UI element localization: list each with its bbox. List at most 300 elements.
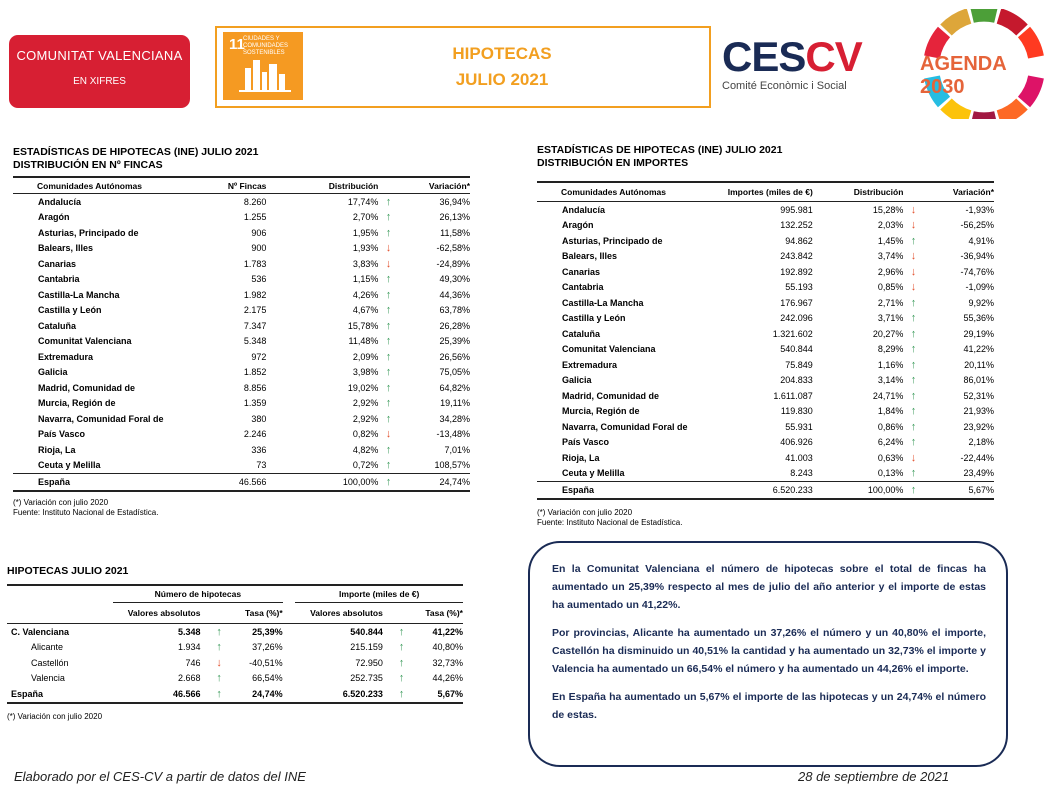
arrow-cell <box>903 311 923 327</box>
distribution-cell: 3,14% <box>877 375 904 386</box>
arrow-cell <box>378 380 398 396</box>
arrow-cell <box>378 396 398 412</box>
distribution-cell: 2,92% <box>352 398 379 409</box>
rate-cell: -40,51% <box>249 657 283 668</box>
arrow-up-icon: ↑ <box>385 335 392 348</box>
col-header: Variación* <box>428 180 470 191</box>
arrow-cell <box>208 640 229 656</box>
arrow-up-icon: ↑ <box>398 672 405 685</box>
arrow-up-icon: ↑ <box>910 405 917 418</box>
ods-11-logo <box>223 32 303 100</box>
table-row <box>13 318 470 334</box>
value-cell: 242.096 <box>780 313 813 324</box>
arrow-up-icon: ↑ <box>385 304 392 317</box>
distribution-cell: 3,74% <box>877 251 904 262</box>
distribution-cell: 100,00% <box>342 476 379 487</box>
sub-header: Valores absolutos <box>310 608 383 618</box>
table2-title1: ESTADÍSTICAS DE HIPOTECAS (INE) JULIO 2021 <box>537 144 783 156</box>
arrow-cell <box>903 388 923 404</box>
arrow-cell <box>378 272 398 288</box>
variation-cell: 34,28% <box>439 413 470 424</box>
sub-header: Tasa (%)* <box>245 608 283 618</box>
variation-cell: 7,01% <box>444 444 470 455</box>
variation-cell: 26,13% <box>439 212 470 223</box>
variation-cell: 19,11% <box>440 398 470 409</box>
distribution-cell: 4,26% <box>352 289 379 300</box>
table-row <box>537 249 994 265</box>
table-row <box>537 233 994 249</box>
arrow-up-icon: ↑ <box>910 358 917 371</box>
region-name: Cantabria <box>562 282 604 293</box>
value-cell: 252.735 <box>350 673 383 684</box>
distribution-cell: 20,27% <box>872 328 904 339</box>
variation-cell: 29,19% <box>963 328 994 339</box>
variation-cell: 25,39% <box>439 336 470 347</box>
region-name: Castilla-La Mancha <box>562 297 644 308</box>
variation-cell: 20,11% <box>964 359 994 370</box>
value-cell: 6.520.233 <box>342 688 383 699</box>
table-row <box>537 202 994 218</box>
spacer-cell <box>283 686 296 703</box>
table-row <box>7 640 463 656</box>
region-name: Asturias, Principado de <box>38 227 139 238</box>
arrow-cell <box>208 655 229 671</box>
distribution-cell: 2,92% <box>352 413 379 424</box>
value-cell: 73 <box>256 460 267 471</box>
table1-title1: ESTADÍSTICAS DE HIPOTECAS (INE) JULIO 2021 <box>13 146 259 158</box>
arrow-cell <box>378 194 398 210</box>
table-row <box>7 686 463 703</box>
table-row <box>13 272 470 288</box>
arrow-cell <box>378 474 398 491</box>
arrow-cell <box>378 318 398 334</box>
arrow-cell <box>208 671 229 687</box>
distribution-cell: 0,63% <box>877 452 904 463</box>
page-title-line2: JULIO 2021 <box>455 70 549 89</box>
table1-title2: DISTRIBUCIÓN EN Nº FINCAS <box>13 159 163 171</box>
variation-cell: 44,36% <box>439 289 470 300</box>
spacer-cell <box>283 655 296 671</box>
table-row <box>7 655 463 671</box>
arrow-cell <box>903 419 923 435</box>
arrow-up-icon: ↑ <box>385 397 392 410</box>
table-row <box>7 624 463 640</box>
region-name: Andalucía <box>562 204 606 215</box>
distribution-cell: 3,83% <box>352 258 379 269</box>
arrow-up-icon: ↑ <box>910 327 917 340</box>
rate-cell: 40,80% <box>432 642 463 653</box>
variation-cell: -56,25% <box>960 220 994 231</box>
arrow-cell <box>903 435 923 451</box>
arrow-cell <box>903 295 923 311</box>
value-cell: 119.830 <box>780 406 813 417</box>
arrow-cell <box>378 225 398 241</box>
value-cell: 1.611.087 <box>773 390 813 401</box>
arrow-up-icon: ↑ <box>910 483 917 496</box>
variation-cell: 41,22% <box>963 344 994 355</box>
table3-note: (*) Variación con julio 2020 <box>7 711 103 721</box>
sub-header: Tasa (%)* <box>425 608 463 618</box>
region-name: Extremadura <box>562 359 618 370</box>
table-row <box>537 435 994 451</box>
cescv-logo <box>722 33 862 102</box>
distribution-cell: 0,85% <box>877 282 904 293</box>
table1-note: (*) Variación con julio 2020 <box>13 497 109 507</box>
arrow-cell <box>903 280 923 296</box>
value-cell: 215.159 <box>350 642 383 653</box>
badge-line1: COMUNITAT VALENCIANA <box>16 48 183 63</box>
value-cell: 5.348 <box>243 336 267 347</box>
value-cell: 2.246 <box>243 429 267 440</box>
variation-cell: 55,36% <box>963 313 994 324</box>
arrow-up-icon: ↑ <box>385 412 392 425</box>
variation-cell: -74,76% <box>960 266 994 277</box>
value-cell: 5.348 <box>177 626 201 637</box>
value-cell: 1.359 <box>243 398 267 409</box>
arrow-up-icon: ↑ <box>216 625 222 638</box>
value-cell: 192.892 <box>780 266 813 277</box>
distribution-cell: 1,93% <box>352 243 379 254</box>
table-row <box>13 225 470 241</box>
table2-title2: DISTRIBUCIÓN EN IMPORTES <box>537 157 689 169</box>
col-header: Nº Fincas <box>227 180 267 191</box>
distribution-cell: 0,72% <box>352 460 379 471</box>
arrow-up-icon: ↑ <box>385 350 392 363</box>
region-name: Alicante <box>31 642 64 653</box>
ods-number: 11 <box>229 36 245 53</box>
region-name: Comunitat Valenciana <box>38 336 132 347</box>
value-cell: 995.981 <box>780 204 813 215</box>
variation-cell: -62,58% <box>436 243 470 254</box>
summary-paragraph-2: Por provincias, Alicante ha aumentado un 37,26% el número y un 40,80% el importe, Castellón ha disminuido un 40,51% la cantidad y ha aumentado un 32,73% el importe y Valencia ha aumentado un 66,54% el número y ha aumentado un 44,26% el importe. <box>552 627 986 675</box>
value-cell: 540.844 <box>350 626 383 637</box>
arrow-cell <box>378 349 398 365</box>
arrow-down-icon: ↓ <box>910 281 917 294</box>
table1-source: Fuente: Instituto Nacional de Estadística. <box>13 507 159 517</box>
value-cell: 8.243 <box>790 468 813 479</box>
distribution-cell: 8,29% <box>877 344 904 355</box>
col-header: Distribución <box>853 187 904 197</box>
distribution-cell: 4,67% <box>352 305 379 316</box>
table-row <box>537 264 994 280</box>
agenda-text: AGENDA 2030 <box>920 53 1006 98</box>
arrow-up-icon: ↑ <box>398 641 405 654</box>
distribution-cell: 1,95% <box>352 227 379 238</box>
region-name: Navarra, Comunidad Foral de <box>38 413 164 424</box>
spacer-cell <box>283 671 296 687</box>
table-row <box>537 357 994 373</box>
value-cell: 972 <box>251 351 267 362</box>
region-name: Ceuta y Melilla <box>38 460 101 471</box>
value-cell: 2.175 <box>243 305 267 316</box>
value-cell: 7.347 <box>243 320 267 331</box>
value-cell: 1.255 <box>243 212 267 223</box>
rate-cell: 37,26% <box>252 642 283 653</box>
arrow-up-icon: ↑ <box>398 656 405 669</box>
distribution-cell: 15,28% <box>872 204 904 215</box>
region-name: España <box>562 484 595 495</box>
table-row <box>537 326 994 342</box>
col-header-arrow <box>378 177 398 194</box>
table-row <box>13 365 470 381</box>
distribution-cell: 1,84% <box>877 406 904 417</box>
table-row <box>13 287 470 303</box>
city-icon <box>223 32 303 100</box>
value-cell: 8.260 <box>243 196 267 207</box>
table-row <box>537 342 994 358</box>
arrow-cell <box>391 624 412 640</box>
rate-cell: 32,73% <box>432 657 463 668</box>
value-cell: 243.842 <box>780 251 813 262</box>
arrow-up-icon: ↑ <box>385 273 392 286</box>
summary-paragraph-1: En la Comunitat Valenciana el número de hipotecas sobre el total de fincas ha aumentado un 25,39% respecto al mes de julio del año anterior y el importe de estas ha aumentado un 41,22%. <box>552 563 986 611</box>
value-cell: 55.931 <box>785 421 813 432</box>
table-row <box>537 419 994 435</box>
table-row <box>537 404 994 420</box>
value-cell: 132.252 <box>780 220 813 231</box>
distribution-cell: 19,02% <box>347 382 379 393</box>
arrow-cell <box>391 655 412 671</box>
rate-cell: 25,39% <box>252 626 283 637</box>
region-name: Comunitat Valenciana <box>562 344 656 355</box>
col-header: Variación* <box>952 187 994 197</box>
col-header: Distribución <box>328 180 379 191</box>
table-row <box>13 474 470 491</box>
arrow-cell <box>903 482 923 499</box>
value-cell: 8.856 <box>243 382 267 393</box>
distribution-cell: 100,00% <box>867 484 904 495</box>
arrow-up-icon: ↑ <box>385 443 392 456</box>
arrow-cell <box>378 442 398 458</box>
arrow-up-icon: ↑ <box>910 436 917 449</box>
arrow-up-icon: ↑ <box>385 319 392 332</box>
distribution-cell: 4,82% <box>352 444 379 455</box>
arrow-cell <box>378 256 398 272</box>
arrow-cell <box>903 218 923 234</box>
variation-cell: 26,28% <box>439 320 470 331</box>
region-name: Andalucía <box>38 196 82 207</box>
region-name: Murcia, Región de <box>562 406 640 417</box>
arrow-up-icon: ↑ <box>385 381 392 394</box>
arrow-cell <box>903 233 923 249</box>
region-name: España <box>38 476 71 487</box>
value-cell: 176.967 <box>780 297 813 308</box>
region-name: Galicia <box>38 367 68 378</box>
value-cell: 72.950 <box>355 657 383 668</box>
region-name: Murcia, Región de <box>38 398 116 409</box>
value-cell: 906 <box>251 227 267 238</box>
variation-cell: 52,31% <box>963 390 994 401</box>
arrow-up-icon: ↑ <box>385 366 392 379</box>
value-cell: 540.844 <box>780 344 813 355</box>
footer-date: 28 de septiembre de 2021 <box>798 769 950 784</box>
hipotecas-cv-table <box>7 584 463 704</box>
variation-cell: -1,93% <box>965 204 994 215</box>
arrow-cell <box>903 357 923 373</box>
value-cell: 406.926 <box>780 437 813 448</box>
distribution-cell: 2,70% <box>352 212 379 223</box>
region-name: Canarias <box>38 258 77 269</box>
value-cell: 46.566 <box>238 476 267 487</box>
col-header: Importes (miles de €) <box>727 187 813 197</box>
variation-cell: 49,30% <box>439 274 470 285</box>
arrow-up-icon: ↑ <box>910 374 917 387</box>
region-name: Canarias <box>562 266 601 277</box>
fincas-table <box>13 176 470 492</box>
region-name: Balears, Illes <box>562 251 618 262</box>
variation-cell: 64,82% <box>439 382 470 393</box>
table1-section <box>13 146 470 518</box>
region-name: País Vasco <box>562 437 610 448</box>
table3-section <box>7 565 463 722</box>
arrow-up-icon: ↑ <box>910 234 917 247</box>
table-row <box>7 671 463 687</box>
variation-cell: -22,44% <box>960 452 994 463</box>
arrow-down-icon: ↓ <box>910 219 917 232</box>
cescv-logo-ces: CES <box>722 33 806 80</box>
value-cell: 6.520.233 <box>772 484 813 495</box>
arrow-up-icon: ↑ <box>910 312 917 325</box>
region-name: Cataluña <box>562 328 601 339</box>
region-name: Aragón <box>38 212 70 223</box>
table-row <box>13 380 470 396</box>
arrow-up-icon: ↑ <box>910 420 917 433</box>
region-name: Asturias, Principado de <box>562 235 663 246</box>
table-row <box>13 256 470 272</box>
arrow-up-icon: ↑ <box>398 625 405 638</box>
arrow-cell <box>903 450 923 466</box>
value-cell: 380 <box>251 413 267 424</box>
region-name: Madrid, Comunidad de <box>562 390 660 401</box>
variation-cell: 63,78% <box>439 305 470 316</box>
variation-cell: -24,89% <box>436 258 470 269</box>
rate-cell: 66,54% <box>252 673 283 684</box>
distribution-cell: 1,16% <box>877 359 904 370</box>
group-header-importe: Importe (miles de €) <box>295 585 463 603</box>
variation-cell: 2,18% <box>968 437 994 448</box>
value-cell: 204.833 <box>780 375 813 386</box>
arrow-cell <box>903 326 923 342</box>
arrow-cell <box>391 640 412 656</box>
arrow-up-icon: ↑ <box>216 687 222 700</box>
arrow-cell <box>378 287 398 303</box>
region-name: Madrid, Comunidad de <box>38 382 136 393</box>
variation-cell: 23,49% <box>963 468 994 479</box>
summary-box <box>528 541 1008 767</box>
table-row <box>537 466 994 482</box>
variation-cell: 86,01% <box>963 375 994 386</box>
arrow-cell <box>378 334 398 350</box>
rate-cell: 5,67% <box>437 688 463 699</box>
table-row <box>537 450 994 466</box>
rate-cell: 44,26% <box>432 673 463 684</box>
arrow-up-icon: ↑ <box>385 195 392 208</box>
region-name: Rioja, La <box>38 444 76 455</box>
distribution-cell: 0,86% <box>877 421 904 432</box>
cescv-logo-cv: CV <box>805 33 862 80</box>
distribution-cell: 11,48% <box>348 336 379 347</box>
table-row <box>537 295 994 311</box>
arrow-cell <box>208 686 229 703</box>
table-row <box>13 194 470 210</box>
region-name: Cantabria <box>38 274 80 285</box>
arrow-cell <box>378 427 398 443</box>
arrow-cell <box>903 404 923 420</box>
table2-source: Fuente: Instituto Nacional de Estadística. <box>537 517 683 527</box>
arrow-cell <box>903 249 923 265</box>
arrow-cell <box>903 264 923 280</box>
table-row <box>537 280 994 296</box>
distribution-cell: 17,74% <box>347 196 379 207</box>
arrow-cell <box>378 210 398 226</box>
agenda-2030-logo <box>914 9 1054 119</box>
spacer-cell <box>283 624 296 640</box>
summary-paragraph-3: En España ha aumentado un 5,67% el importe de las hipotecas y un 24,74% el número de estas. <box>552 691 986 721</box>
region-name: Balears, Illes <box>38 243 94 254</box>
arrow-down-icon: ↓ <box>385 428 392 441</box>
rate-cell: 24,74% <box>252 688 283 699</box>
value-cell: 1.852 <box>243 367 267 378</box>
value-cell: 41.003 <box>785 452 813 463</box>
footer-credit: Elaborado por el CES-CV a partir de datos del INE <box>14 769 306 784</box>
arrow-down-icon: ↓ <box>385 242 392 255</box>
arrow-cell <box>378 411 398 427</box>
region-name: Ceuta y Melilla <box>562 468 625 479</box>
region-name: Aragón <box>562 220 594 231</box>
value-cell: 46.566 <box>172 688 201 699</box>
distribution-cell: 2,96% <box>877 266 904 277</box>
table-row <box>13 334 470 350</box>
value-cell: 900 <box>251 243 267 254</box>
arrow-down-icon: ↓ <box>910 203 917 216</box>
variation-cell: 5,67% <box>968 484 994 495</box>
table3-title: HIPOTECAS JULIO 2021 <box>7 565 129 577</box>
region-name: Castilla y León <box>562 313 626 324</box>
distribution-cell: 1,15% <box>352 274 379 285</box>
region-name: Extremadura <box>38 351 94 362</box>
variation-cell: -36,94% <box>960 251 994 262</box>
arrow-up-icon: ↑ <box>216 641 222 654</box>
table-row <box>537 311 994 327</box>
value-cell: 2.668 <box>177 673 201 684</box>
arrow-up-icon: ↑ <box>385 211 392 224</box>
table-row <box>13 396 470 412</box>
variation-cell: 75,05% <box>439 367 470 378</box>
distribution-cell: 0,82% <box>352 429 379 440</box>
region-name: C. Valenciana <box>11 626 70 637</box>
badge-line2: EN XIFRES <box>73 76 126 87</box>
arrow-cell <box>378 365 398 381</box>
cescv-subtitle: Comité Econòmic i Social <box>722 80 847 92</box>
arrow-down-icon: ↓ <box>216 656 222 669</box>
variation-cell: -1,09% <box>965 282 994 293</box>
region-name: Galicia <box>562 375 592 386</box>
arrow-down-icon: ↓ <box>385 257 392 270</box>
arrow-cell <box>903 202 923 218</box>
importes-table <box>537 181 994 500</box>
region-name: Rioja, La <box>562 452 600 463</box>
variation-cell: -13,48% <box>436 429 470 440</box>
sub-header: Valores absolutos <box>127 608 201 618</box>
table-row <box>13 442 470 458</box>
value-cell: 1.934 <box>177 642 201 653</box>
value-cell: 536 <box>251 274 267 285</box>
region-name: Cataluña <box>38 320 77 331</box>
distribution-cell: 15,78% <box>347 320 379 331</box>
variation-cell: 108,57% <box>434 460 470 471</box>
value-cell: 1.982 <box>243 289 267 300</box>
value-cell: 55.193 <box>785 282 813 293</box>
